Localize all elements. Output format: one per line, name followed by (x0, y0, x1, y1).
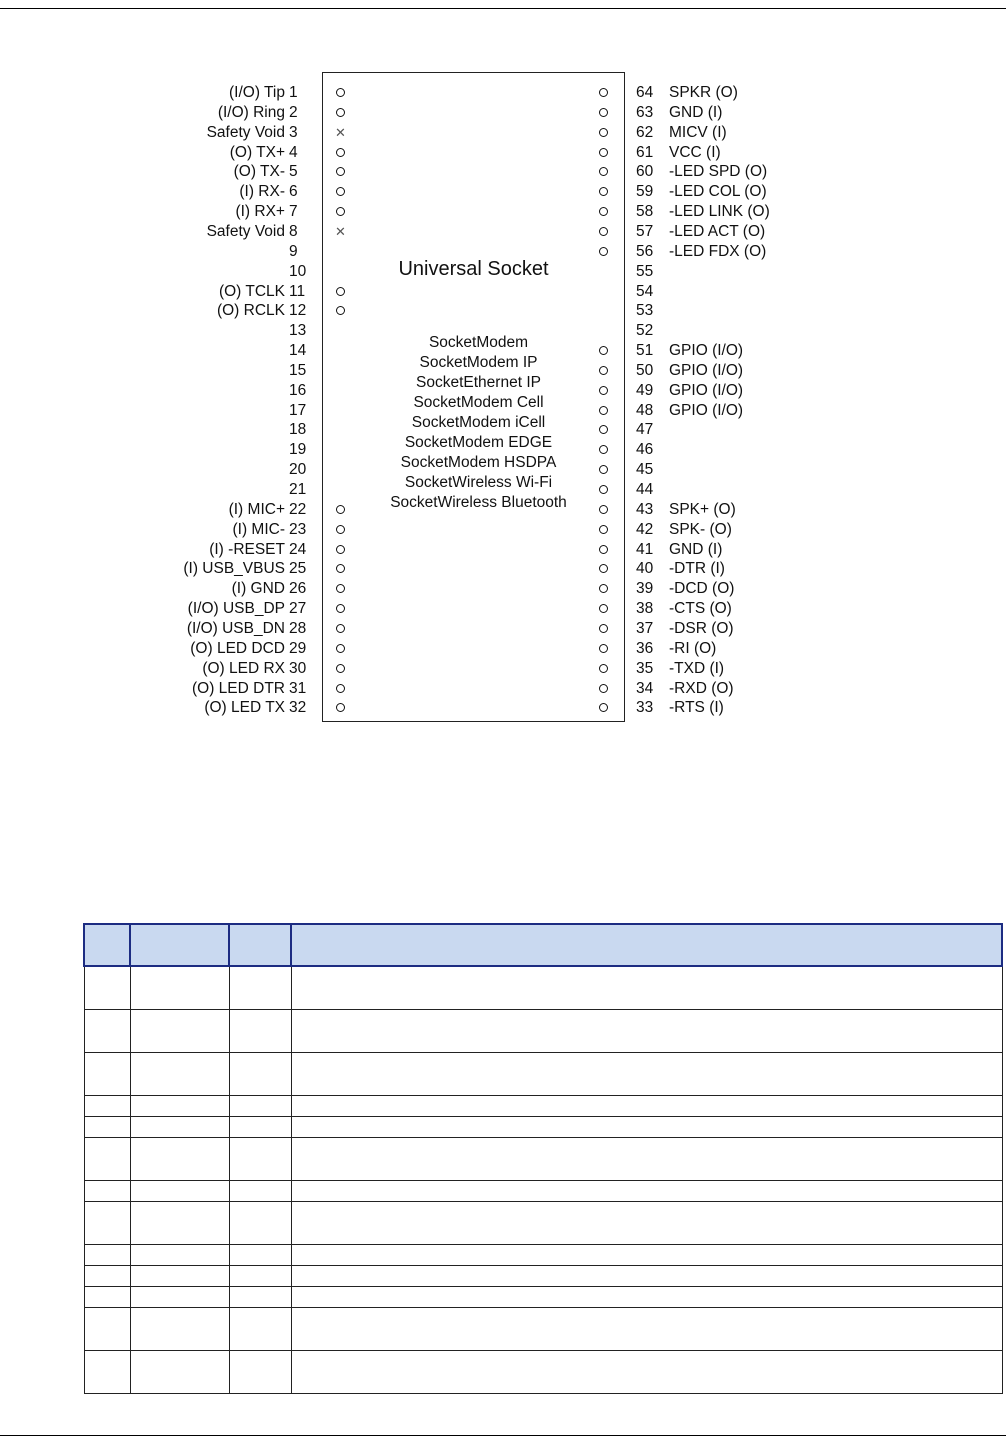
pin-circle-icon (599, 227, 608, 236)
pin-number: 60 (636, 163, 654, 181)
pin-number: 35 (636, 659, 654, 677)
pin-label: -RXD (O) (669, 679, 734, 697)
table-cell (130, 1117, 229, 1138)
pin-label: (O) LED TX (204, 699, 285, 717)
pin-number: 61 (636, 143, 654, 161)
pin-description-table (83, 923, 1003, 1394)
pin-number: 19 (289, 441, 307, 459)
pin-label: SPKR (O) (669, 84, 738, 101)
pin-label: -DSR (O) (669, 619, 734, 637)
right-pin-row (0, 301, 1006, 321)
pin-label: Safety Void (206, 123, 285, 141)
pin-circle-icon (599, 584, 608, 593)
pin-label: (I) RX+ (235, 203, 285, 221)
pin-number: 50 (636, 361, 654, 379)
pin-number: 64 (636, 84, 654, 101)
pin-number: 22 (289, 500, 307, 518)
pin-label: GND (I) (669, 103, 723, 121)
table-cell (229, 1202, 291, 1245)
pin-number: 63 (636, 103, 654, 121)
pin-label: -CTS (O) (669, 600, 732, 618)
pin-circle-icon (599, 703, 608, 712)
pin-label: -LED ACT (O) (669, 222, 766, 240)
table-cell (291, 1096, 1002, 1117)
product-name: SocketModem EDGE (404, 434, 553, 451)
table-cell (291, 1138, 1002, 1181)
table-cell (84, 1245, 130, 1266)
header-io (229, 924, 291, 966)
table-row (84, 1138, 1002, 1181)
pin-label: Safety Void (206, 222, 285, 240)
table-cell (84, 1308, 130, 1351)
pin-number: 52 (636, 322, 654, 340)
table-cell (229, 1308, 291, 1351)
right-pin-row (0, 679, 1006, 699)
pin-number: 54 (636, 282, 654, 300)
pin-circle-icon (599, 207, 608, 216)
pin-number: 45 (636, 461, 654, 479)
table-cell (130, 1245, 229, 1266)
pin-number: 23 (289, 520, 307, 538)
table-cell (229, 1053, 291, 1096)
right-pin-row (0, 619, 1006, 639)
right-pin-row (0, 143, 1006, 163)
bottom-rule (0, 1435, 1006, 1436)
pin-circle-icon (599, 525, 608, 534)
table-header-row (84, 924, 1002, 966)
table-cell (84, 1181, 130, 1202)
table-cell (291, 1245, 1002, 1266)
table-cell (130, 1096, 229, 1117)
pin-number: 11 (289, 282, 306, 300)
right-pin-row (0, 639, 1006, 659)
pin-number: 2 (289, 103, 298, 121)
pin-number: 5 (289, 163, 298, 181)
pin-number: 21 (289, 481, 307, 498)
right-pin-row (0, 282, 1006, 302)
table-cell (229, 1096, 291, 1117)
pin-number: 42 (636, 520, 654, 538)
table-row (84, 1351, 1002, 1394)
table-cell (84, 1096, 130, 1117)
pin-number: 57 (636, 222, 654, 240)
pin-label: (O) LED DTR (192, 679, 285, 697)
table-row (84, 1245, 1002, 1266)
pin-number: 46 (636, 441, 654, 459)
table-cell (130, 1181, 229, 1202)
pin-number: 15 (289, 361, 307, 379)
product-name: SocketModem iCell (411, 414, 546, 431)
table-row (84, 1053, 1002, 1096)
safety-void-x-icon: ✕ (335, 223, 346, 239)
pin-label: (O) TCLK (218, 282, 285, 300)
table-body (84, 966, 1002, 1394)
right-pin-row (0, 540, 1006, 560)
right-pin-row (0, 520, 1006, 540)
pin-number: 16 (289, 381, 307, 399)
table-cell (229, 966, 291, 1010)
table-cell (291, 1010, 1002, 1053)
pin-number: 7 (289, 203, 298, 221)
pin-label: (I) -RESET (209, 540, 285, 558)
right-pin-row (0, 162, 1006, 182)
right-pin-row (0, 83, 1006, 103)
table-row (84, 1010, 1002, 1053)
pin-label: (O) LED RX (202, 659, 285, 677)
pin-label: (O) TX+ (229, 143, 285, 161)
pin-number: 38 (636, 600, 654, 618)
right-pin-row (0, 182, 1006, 202)
pin-number: 27 (289, 600, 307, 618)
pin-number: 20 (289, 461, 307, 479)
pin-number: 43 (636, 500, 654, 518)
pin-label: -LED LINK (O) (669, 203, 770, 221)
table-cell (84, 1053, 130, 1096)
table-cell (130, 1266, 229, 1287)
pin-number: 29 (289, 639, 307, 657)
pin-label: -RI (O) (669, 639, 717, 657)
pin-label: MICV (I) (669, 123, 727, 141)
table-cell (291, 1287, 1002, 1308)
pin-number: 55 (636, 262, 654, 280)
table-cell (84, 1266, 130, 1287)
table-cell (130, 1351, 229, 1394)
right-pin-row (0, 659, 1006, 679)
right-pin-row (0, 103, 1006, 123)
pin-label: (I/O) Tip (229, 84, 285, 101)
pin-circle-icon (599, 664, 608, 673)
table-cell (229, 1245, 291, 1266)
table-cell (229, 1010, 291, 1053)
pin-label: (I/O) USB_DP (187, 600, 285, 618)
pin-label: (O) TX- (233, 163, 285, 181)
table-cell (291, 1181, 1002, 1202)
pin-number: 25 (289, 560, 307, 578)
pin-label: -LED FDX (O) (669, 242, 767, 260)
socket-title: Universal Socket (398, 258, 549, 280)
pin-circle-icon (599, 644, 608, 653)
pin-number: 24 (289, 540, 307, 558)
table-cell (84, 1010, 130, 1053)
pin-label: (I/O) Ring (217, 103, 285, 121)
pin-label: (O) LED DCD (190, 639, 285, 657)
pin-label: VCC (I) (669, 143, 721, 161)
pin-circle-icon (599, 108, 608, 117)
pin-number: 44 (636, 481, 654, 498)
table-cell (291, 1117, 1002, 1138)
right-pin-row (0, 599, 1006, 619)
table-row (84, 1308, 1002, 1351)
pin-label: (I/O) USB_DN (186, 619, 285, 637)
table-cell (130, 1138, 229, 1181)
pin-circle-icon (599, 545, 608, 554)
right-pin-row (0, 242, 1006, 262)
pin-circle-icon (599, 684, 608, 693)
table-cell (84, 1287, 130, 1308)
header-pin (84, 924, 130, 966)
product-name: SocketWireless Wi-Fi (404, 474, 553, 491)
pin-number: 51 (636, 342, 654, 360)
table-row (84, 1117, 1002, 1138)
pin-label: -LED COL (O) (669, 183, 767, 201)
pin-number: 32 (289, 699, 307, 717)
table-cell (84, 966, 130, 1010)
pin-label: (I) RX- (239, 183, 285, 201)
pin-number: 28 (289, 619, 307, 637)
pin-label: -LED SPD (O) (669, 163, 768, 181)
table-cell (130, 966, 229, 1010)
pin-circle-icon (599, 148, 608, 157)
product-name: SocketModem IP (419, 354, 538, 371)
pin-number: 17 (289, 401, 307, 419)
pin-number: 39 (636, 580, 654, 598)
pin-number: 59 (636, 183, 654, 201)
table-cell (291, 1351, 1002, 1394)
pin-label: (I) MIC+ (228, 500, 285, 518)
pin-number: 6 (289, 183, 298, 201)
pin-label: GND (I) (669, 540, 723, 558)
table-row (84, 1202, 1002, 1245)
table-cell (130, 1010, 229, 1053)
pin-label: -DCD (O) (669, 580, 735, 598)
header-description (291, 924, 1002, 966)
table-cell (130, 1202, 229, 1245)
right-pin-row (0, 559, 1006, 579)
pin-number: 31 (289, 679, 307, 697)
pin-number: 8 (289, 222, 298, 240)
header-signal (130, 924, 229, 966)
pin-number: 9 (289, 242, 298, 260)
pin-number: 40 (636, 560, 654, 578)
product-name: SocketEthernet IP (416, 374, 541, 391)
table-cell (84, 1202, 130, 1245)
pin-label: SPK+ (O) (669, 500, 736, 518)
product-name: SocketWireless Bluetooth (390, 494, 567, 511)
table-cell (84, 1138, 130, 1181)
pin-number: 3 (289, 123, 298, 141)
table-cell (229, 1117, 291, 1138)
right-pin-row (0, 202, 1006, 222)
product-name: SocketModem HSDPA (400, 454, 557, 471)
pin-label: -TXD (I) (669, 659, 725, 677)
table-row (84, 1181, 1002, 1202)
table-cell (229, 1181, 291, 1202)
table-cell (84, 1351, 130, 1394)
safety-void-x-icon: ✕ (335, 124, 346, 140)
pin-label: (I) USB_VBUS (183, 560, 285, 578)
pin-circle-icon (599, 128, 608, 137)
table-row (84, 966, 1002, 1010)
product-name: SocketModem (428, 334, 529, 351)
pin-number: 33 (636, 699, 654, 717)
pin-number: 26 (289, 580, 307, 598)
pin-number: 37 (636, 619, 654, 637)
pin-number: 48 (636, 401, 654, 419)
pin-number: 14 (289, 342, 307, 360)
pin-circle-icon (599, 167, 608, 176)
pin-number: 41 (636, 540, 654, 558)
right-pin-row (0, 222, 1006, 242)
pin-label: -DTR (I) (669, 560, 725, 578)
table-cell (291, 1308, 1002, 1351)
right-pin-row (0, 579, 1006, 599)
pin-circle-icon (599, 247, 608, 256)
pin-number: 58 (636, 203, 654, 221)
table-cell (229, 1138, 291, 1181)
pin-number: 10 (289, 262, 307, 280)
pin-label: (I) GND (231, 580, 285, 598)
table-row (84, 1287, 1002, 1308)
pin-number: 1 (289, 84, 298, 101)
pin-circle-icon (599, 187, 608, 196)
table-row (84, 1266, 1002, 1287)
pin-circle-icon (599, 564, 608, 573)
pin-label: SPK- (O) (669, 520, 732, 538)
pin-label: (O) RCLK (216, 302, 285, 320)
pin-number: 34 (636, 679, 654, 697)
pin-circle-icon (599, 88, 608, 97)
pin-number: 49 (636, 381, 654, 399)
pin-number: 47 (636, 421, 654, 439)
pin-number: 36 (636, 639, 654, 657)
pin-number: 18 (289, 421, 307, 439)
right-pin-row (0, 123, 1006, 143)
pin-number: 62 (636, 123, 654, 141)
pin-number: 56 (636, 242, 654, 260)
pin-label: GPIO (I/O) (669, 342, 744, 360)
pin-label: GPIO (I/O) (669, 361, 744, 379)
product-name: SocketModem Cell (413, 394, 544, 411)
table-cell (229, 1266, 291, 1287)
table-cell (291, 1266, 1002, 1287)
pin-label: -RTS (I) (669, 699, 724, 717)
pin-number: 4 (289, 143, 298, 161)
table-cell (130, 1053, 229, 1096)
table-cell (291, 966, 1002, 1010)
table-cell (291, 1202, 1002, 1245)
right-pin-row (0, 262, 1006, 282)
pin-circle-icon (599, 624, 608, 633)
table-cell (229, 1287, 291, 1308)
table-cell (130, 1287, 229, 1308)
pin-number: 13 (289, 322, 307, 340)
pin-label: (I) MIC- (232, 520, 285, 538)
table-cell (229, 1351, 291, 1394)
table-row (84, 1096, 1002, 1117)
pin-label: GPIO (I/O) (669, 401, 744, 419)
table-cell (291, 1053, 1002, 1096)
pin-number: 30 (289, 659, 307, 677)
pin-circle-icon (599, 604, 608, 613)
pin-number: 53 (636, 302, 654, 320)
table-cell (130, 1308, 229, 1351)
pin-label: GPIO (I/O) (669, 381, 744, 399)
table-cell (84, 1117, 130, 1138)
right-pin-row (0, 698, 1006, 718)
pin-number: 12 (289, 302, 307, 320)
